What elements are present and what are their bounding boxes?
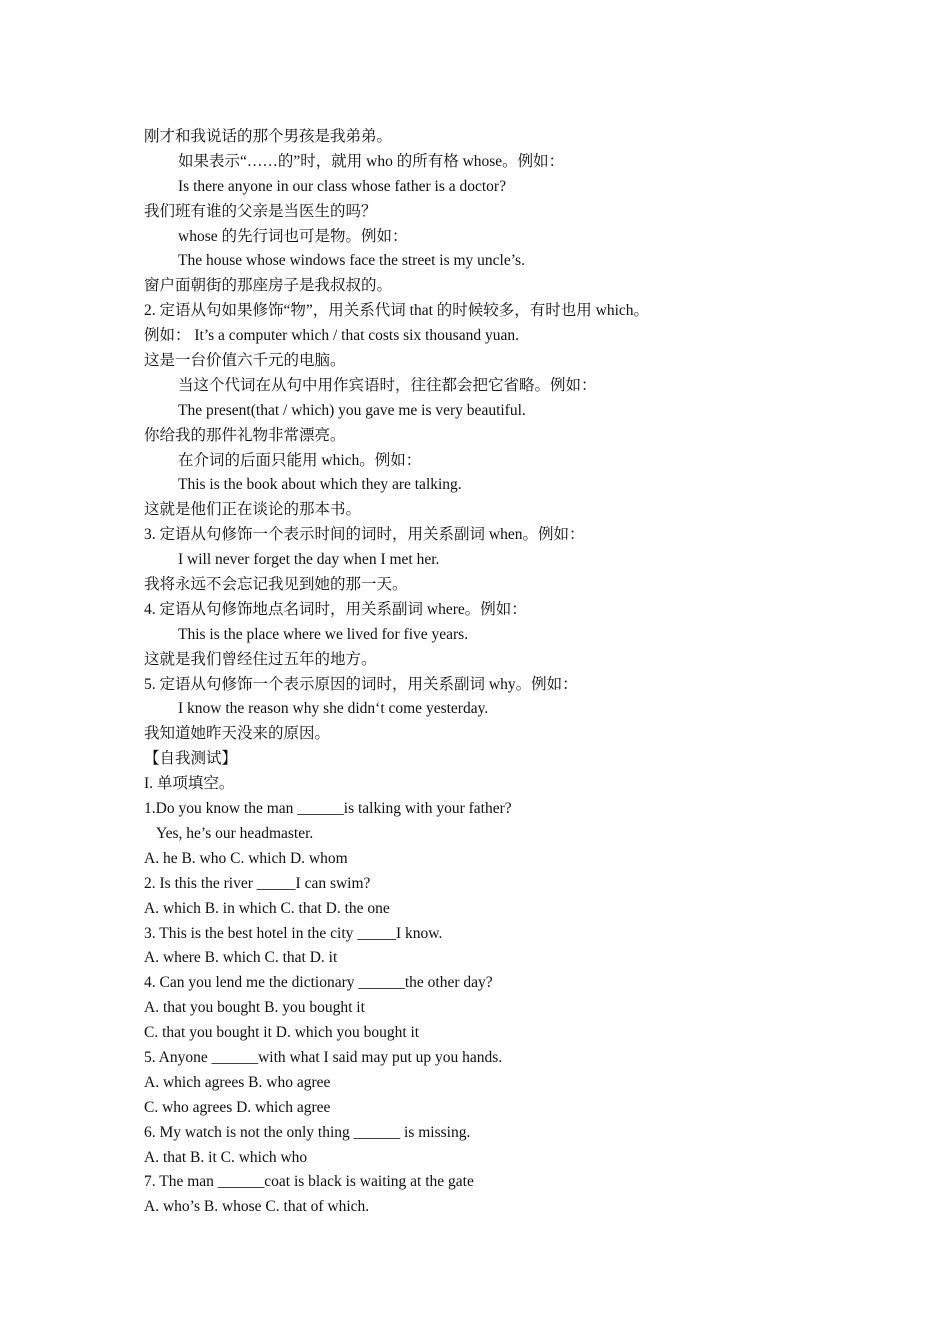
text-line: 3. This is the best hotel in the city _____I know. <box>144 924 443 942</box>
text-line: 我们班有谁的父亲是当医生的吗？ <box>144 202 377 220</box>
text-line: 1.Do you know the man ______is talking with your father? <box>144 800 512 818</box>
text-line: 如果表示“……的”时，就用 who 的所有格 whose。例如： <box>178 152 565 170</box>
text-line: I will never forget the day when I met her. <box>178 551 440 569</box>
text-line: 5. Anyone ______with what I said may put up you hands. <box>144 1048 503 1066</box>
text-line: C. that you bought it D. which you bought it <box>144 1024 420 1042</box>
text-line: 【自我测试】 <box>144 750 238 768</box>
text-line: The present(that / which) you gave me is very beautiful. <box>178 401 526 419</box>
text-line: 5. 定语从句修饰一个表示原因的词时，用关系副词 why。例如： <box>144 675 578 693</box>
text-line: The house whose windows face the street is my uncle’s. <box>178 252 525 270</box>
text-line: 4. 定语从句修饰地点名词时，用关系副词 where。例如： <box>144 600 527 618</box>
text-line: I know the reason why she didn‘t come yesterday. <box>178 700 489 718</box>
text-line: This is the book about which they are talking. <box>178 476 462 494</box>
text-line: 2. 定语从句如果修饰“物”，用关系代词 that 的时候较多，有时也用 which。 <box>144 302 650 320</box>
text-line: A. he B. who C. which D. whom <box>144 849 348 867</box>
text-line: 这是一台价值六千元的电脑。 <box>144 352 346 370</box>
text-line: 这就是他们正在谈论的那本书。 <box>144 501 362 519</box>
text-line: 这就是我们曾经住过五年的地方。 <box>144 650 377 668</box>
text-line: 刚才和我说话的那个男孩是我弟弟。 <box>144 128 393 145</box>
text-line: 当这个代词在从句中用作宾语时，往往都会把它省略。例如： <box>178 376 597 394</box>
text-line: 在介词的后面只能用 which。例如： <box>178 451 422 469</box>
text-line: I. 单项填空。 <box>144 775 235 793</box>
text-line: This is the place where we lived for five years. <box>178 625 469 643</box>
text-line: Yes, he’s our headmaster. <box>156 824 314 842</box>
text-line: A. that B. it C. which who <box>144 1148 308 1166</box>
text-line: 4. Can you lend me the dictionary ______the other day? <box>144 974 493 992</box>
text-line: whose 的先行词也可是物。例如： <box>178 227 408 245</box>
text-line: 我知道她昨天没来的原因。 <box>144 725 331 743</box>
text-line: 6. My watch is not the only thing ______ is missing. <box>144 1123 471 1141</box>
text-line: A. who’s B. whose C. that of which. <box>144 1198 370 1216</box>
text-line: A. that you bought B. you bought it <box>144 999 365 1017</box>
text-line: A. where B. which C. that D. it <box>144 949 338 967</box>
document-body <box>144 125 844 1220</box>
text-line: C. who agrees D. which agree <box>144 1098 331 1116</box>
text-line: A. which agrees B. who agree <box>144 1073 331 1091</box>
text-line: Is there anyone in our class whose father is a doctor? <box>178 177 506 195</box>
text-line: 例如： It’s a computer which / that costs six thousand yuan. <box>144 327 519 345</box>
text-line: 窗户面朝街的那座房子是我叔叔的。 <box>144 277 393 295</box>
text-line: A. which B. in which C. that D. the one <box>144 899 390 917</box>
text-line: 3. 定语从句修饰一个表示时间的词时，用关系副词 when。例如： <box>144 526 585 544</box>
text-line: 7. The man ______coat is black is waiting at the gate <box>144 1173 474 1191</box>
text-line: 2. Is this the river _____I can swim? <box>144 874 371 892</box>
text-line: 你给我的那件礼物非常漂亮。 <box>144 426 346 444</box>
text-line: 我将永远不会忘记我见到她的那一天。 <box>144 576 408 594</box>
